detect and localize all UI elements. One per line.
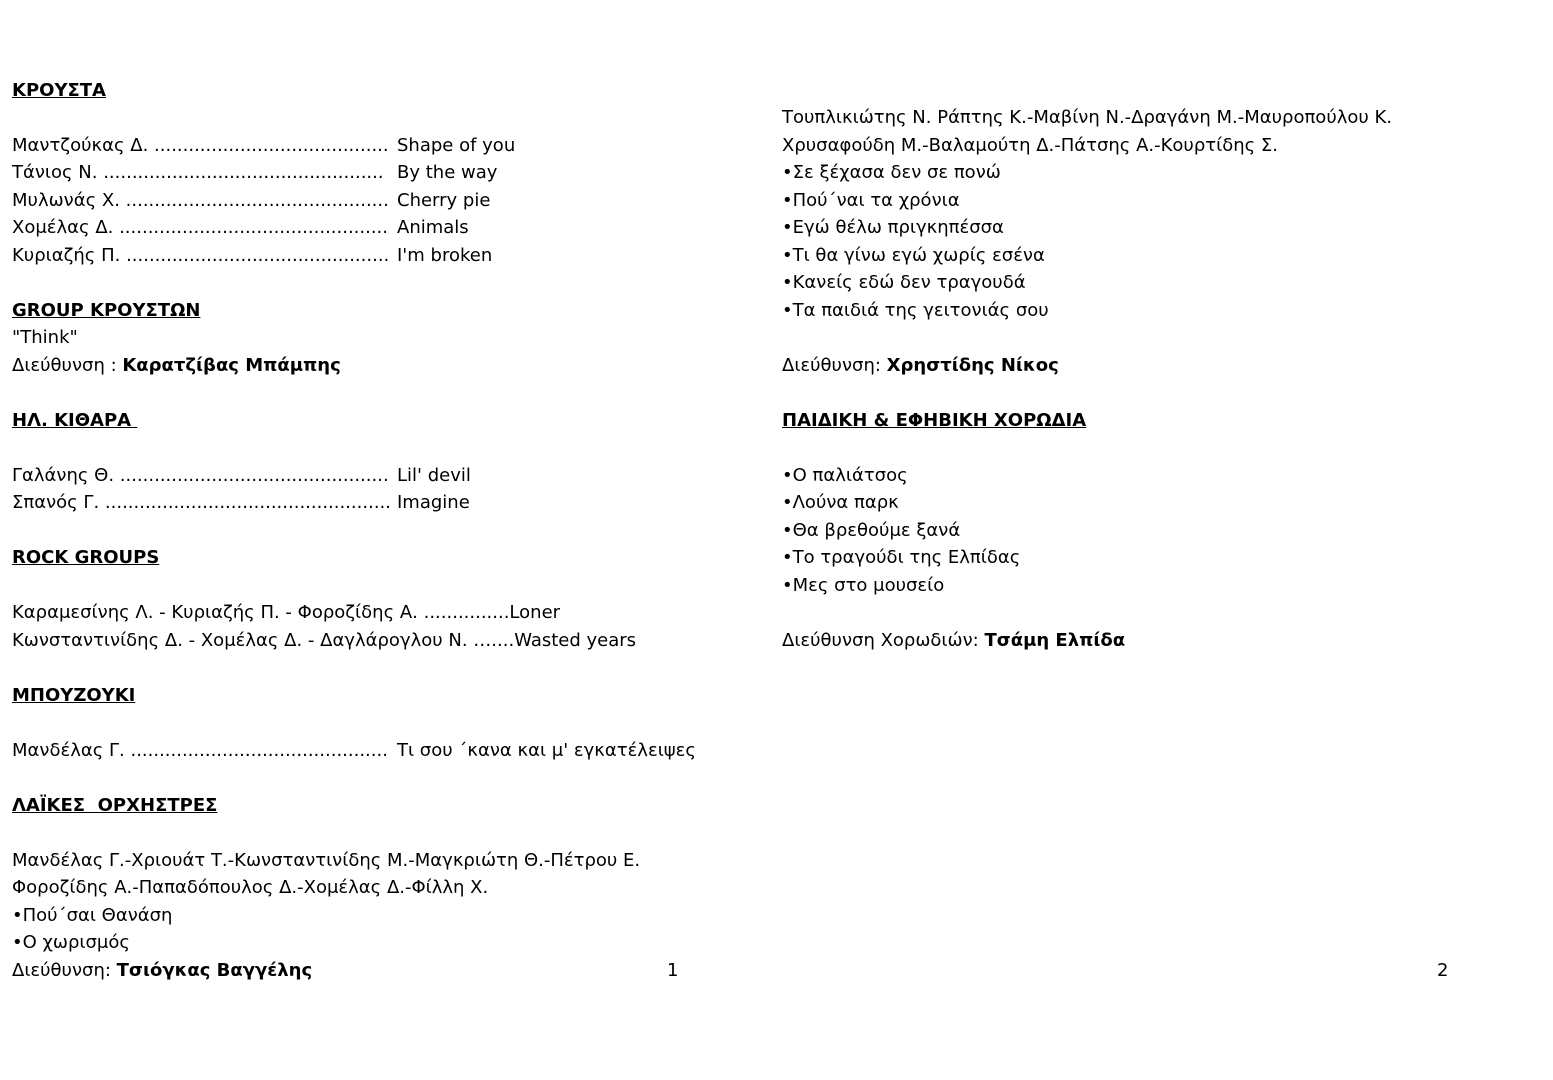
orchestra-members-line: Χρυσαφούδη Μ.-Βαλαμούτη Δ.-Πάτσης Α.-Κουρτίδης Σ. xyxy=(782,135,1279,156)
performer-row xyxy=(12,737,388,764)
performer-name: Μανδέλας Γ. ............................................. xyxy=(12,740,388,761)
song-item: •Λούνα παρκ xyxy=(782,492,899,513)
rock-group-line: Κωνσταντινίδης Δ. - Χομέλας Δ. - Δαγλάρογλου Ν. …....Wasted years xyxy=(12,630,637,651)
song-item: •Τα παιδιά της γειτονιάς σου xyxy=(782,300,1049,321)
orchestra-members-line: Φοροζίδης Α.-Παπαδόπουλος Δ.-Χομέλας Δ.-Φίλλη Χ. xyxy=(12,877,489,898)
heading-group-krouston: GROUP ΚΡΟΥΣΤΩΝ xyxy=(12,300,201,321)
performer-name: Χομέλας Δ. ............................................... xyxy=(12,217,389,238)
heading-krousta: ΚΡΟΥΣΤΑ xyxy=(12,80,106,101)
director-name: Καρατζίβας Μπάμπης xyxy=(122,355,341,376)
direction-line xyxy=(782,352,1059,379)
song-item: •Εγώ θέλω πριγκηπέσσα xyxy=(782,217,1004,238)
director-name: Χρηστίδης Νίκος xyxy=(886,355,1059,376)
page-number: 2 xyxy=(1437,960,1449,981)
performer-row xyxy=(12,132,389,159)
orchestra-members-line: Μανδέλας Γ.-Χριουάτ Τ.-Κωνσταντινίδης Μ.-Μαγκριώτη Θ.-Πέτρου Ε. xyxy=(12,850,641,871)
direction-line xyxy=(12,352,341,379)
performer-name: Μαντζούκας Δ. ......................................... xyxy=(12,135,389,156)
rock-group-line: Καραμεσίνης Λ. - Κυριαζής Π. - Φοροζίδης Α. ...............Loner xyxy=(12,602,561,623)
heading-hl-kithara: ΗΛ. ΚΙΘΑΡΑ xyxy=(12,410,138,431)
performer-name: Τάνιος Ν. ................................................. xyxy=(12,162,384,183)
piece-title: Τι σου ΄κανα και μ' εγκατέλειψες xyxy=(397,740,696,761)
direction-label: Διεύθυνση: xyxy=(12,960,117,981)
performer-name: Γαλάνης Θ. ............................................... xyxy=(12,465,389,486)
performer-row xyxy=(12,462,389,489)
direction-line xyxy=(782,627,1125,654)
performer-row xyxy=(12,214,388,241)
song-item: •Τι θα γίνω εγώ χωρίς εσένα xyxy=(782,245,1045,266)
director-name: Τσάμη Ελπίδα xyxy=(984,630,1126,651)
heading-rock-groups: ROCK GROUPS xyxy=(12,547,160,568)
group-song: "Think" xyxy=(12,327,78,348)
direction-line xyxy=(12,957,312,984)
performer-name: Σπανός Γ. .................................................. xyxy=(12,492,391,513)
piece-title: I'm broken xyxy=(397,245,493,266)
orchestra-members-line: Τουπλικιώτης Ν. Ράπτης Κ.-Μαβίνη Ν.-Δραγάνη Μ.-Μαυροπούλου Κ. xyxy=(782,107,1393,128)
piece-title: Lil' devil xyxy=(397,465,471,486)
performer-row xyxy=(12,159,384,186)
piece-title: Shape of you xyxy=(397,135,516,156)
song-item: •Μες στο μουσείο xyxy=(782,575,945,596)
piece-title: Animals xyxy=(397,217,469,238)
song-item: •Σε ξέχασα δεν σε πονώ xyxy=(782,162,1001,183)
direction-label: Διεύθυνση : xyxy=(12,355,123,376)
heading-bouzouki: ΜΠΟΥΖΟΥΚΙ xyxy=(12,685,136,706)
performer-row xyxy=(12,187,389,214)
performer-name: Μυλωνάς Χ. .............................................. xyxy=(12,190,389,211)
performer-row xyxy=(12,489,391,516)
heading-choir: ΠΑΙΔΙΚΗ & ΕΦΗΒΙΚΗ ΧΟΡΩΔΙΑ xyxy=(782,410,1087,431)
piece-title: Cherry pie xyxy=(397,190,491,211)
heading-laikes: ΛΑΪΚΕΣ ΟΡΧΗΣΤΡΕΣ xyxy=(12,795,218,816)
song-item: •Ο χωρισμός xyxy=(12,932,130,953)
song-item: •Κανείς εδώ δεν τραγουδά xyxy=(782,272,1026,293)
song-item: •Πού΄ναι τα χρόνια xyxy=(782,190,960,211)
piece-title: Imagine xyxy=(397,492,470,513)
piece-title: By the way xyxy=(397,162,498,183)
direction-label: Διεύθυνση Χορωδιών: xyxy=(782,630,985,651)
page-number: 1 xyxy=(667,960,679,981)
song-item: •Το τραγούδι της Ελπίδας xyxy=(782,547,1021,568)
song-item: •Πού΄σαι Θανάση xyxy=(12,905,173,926)
director-name: Τσιόγκας Βαγγέλης xyxy=(116,960,313,981)
song-item: •Ο παλιάτσος xyxy=(782,465,908,486)
song-item: •Θα βρεθούμε ξανά xyxy=(782,520,961,541)
performer-row xyxy=(12,242,389,269)
direction-label: Διεύθυνση: xyxy=(782,355,887,376)
performer-name: Κυριαζής Π. .............................................. xyxy=(12,245,390,266)
